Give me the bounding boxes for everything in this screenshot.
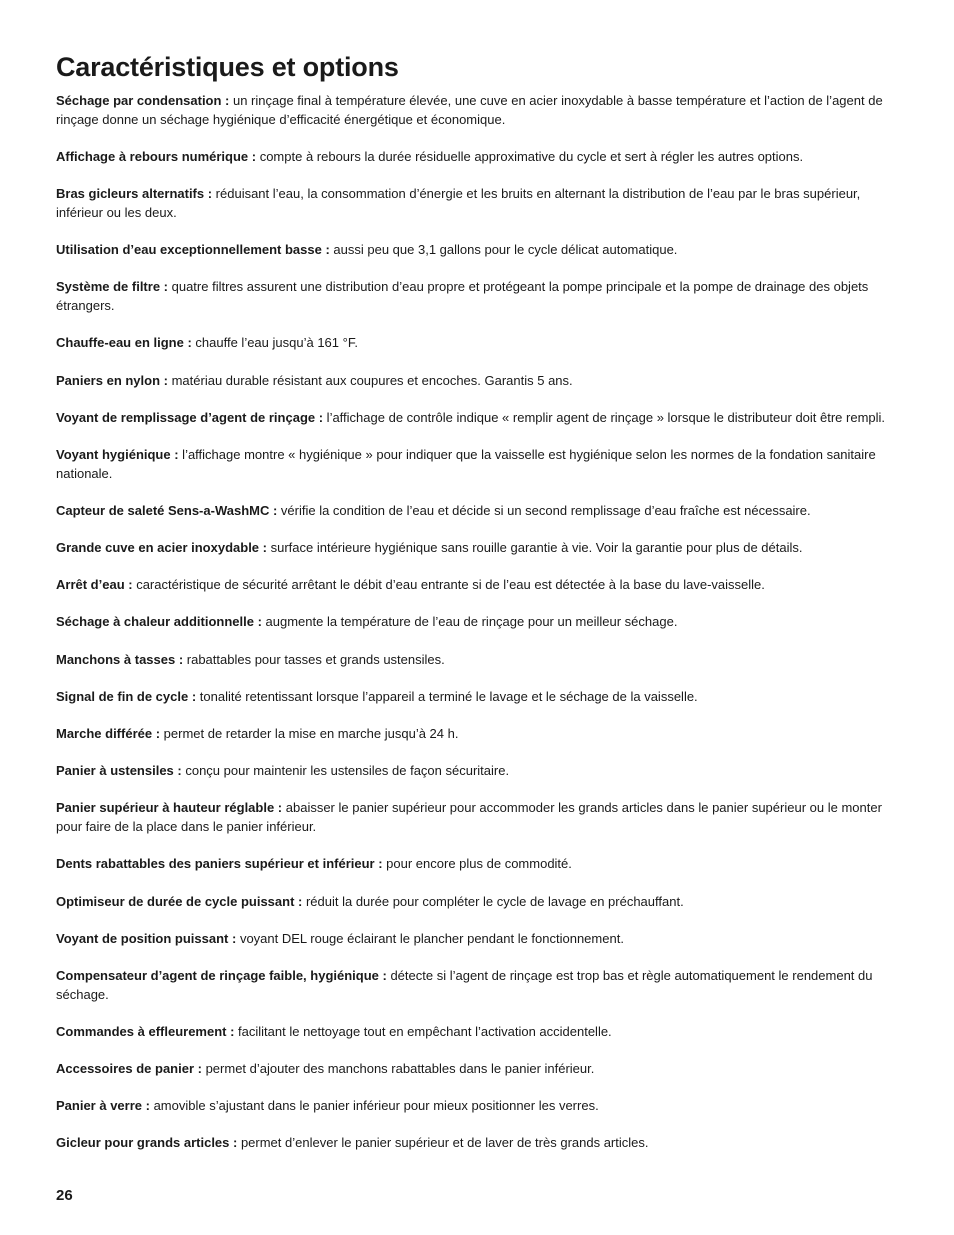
feature-term: Séchage par condensation :	[56, 93, 230, 108]
feature-item	[56, 1097, 898, 1116]
feature-item	[56, 930, 898, 949]
feature-description: un rinçage final à température élevée, une cuve en acier inoxydable à basse température et l’action de l’agent de rinçage donne un séchage hygiénique d’efficacité énergétique et économique.	[56, 93, 883, 127]
feature-term: Panier à ustensiles :	[56, 763, 182, 779]
feature-item	[56, 409, 898, 428]
feature-term: Compensateur d’agent de rinçage faible, hygiénique :	[56, 967, 387, 983]
feature-description: l’affichage de contrôle indique « remplir agent de rinçage » lorsque le distributeur doit être rempli.	[323, 409, 886, 425]
feature-term: Signal de fin de cycle :	[56, 688, 197, 704]
feature-description: détecte si l’agent de rinçage est trop bas et règle automatiquement le rendement du séchage.	[56, 967, 873, 1002]
feature-description: amovible s’ajustant dans le panier inférieur pour mieux positionner les verres.	[149, 1098, 599, 1114]
feature-description: quatre filtres assurent une distribution d’eau propre et protégeant la pompe principale et la pompe de drainage des objets étrangers.	[56, 279, 869, 314]
feature-term: Voyant hygiénique :	[56, 446, 179, 462]
feature-item	[56, 762, 898, 781]
feature-list	[56, 92, 898, 1153]
feature-item	[56, 1023, 898, 1042]
feature-item	[56, 1134, 898, 1153]
feature-description: réduisant l’eau, la consommation d’énergie et les bruits en alternant la distribution de l’eau par le bras supérieur, inférieur ou les deux.	[56, 186, 861, 220]
feature-item	[56, 613, 898, 632]
feature-term: Panier supérieur à hauteur réglable :	[56, 800, 283, 816]
feature-item	[56, 725, 898, 744]
feature-item	[56, 799, 898, 837]
feature-item	[56, 334, 898, 353]
feature-description: aussi peu que 3,1 gallons pour le cycle délicat automatique.	[329, 242, 678, 258]
feature-description: l’affichage montre « hygiénique » pour indiquer que la vaisselle est hygiénique selon les normes de la fondation sanitaire nationale.	[56, 446, 876, 481]
feature-term: Utilisation d’eau exceptionnellement basse :	[56, 242, 330, 258]
feature-description: rabattables pour tasses et grands ustensiles.	[183, 651, 445, 667]
feature-item	[56, 92, 898, 130]
feature-description: augmente la température de l’eau de rinçage pour un meilleur séchage.	[261, 614, 678, 630]
feature-description: permet d’ajouter des manchons rabattables dans le panier inférieur.	[201, 1061, 595, 1077]
feature-item	[56, 1060, 898, 1079]
feature-item	[56, 576, 898, 595]
feature-description: abaisser le panier supérieur pour accommoder les grands articles dans le panier supérieur ou le monter pour faire de la place dans le panier inférieur.	[56, 800, 882, 835]
feature-item	[56, 967, 898, 1005]
feature-item	[56, 893, 898, 912]
page-number: 26	[56, 1187, 73, 1204]
feature-term: Manchons à tasses :	[56, 651, 184, 667]
feature-term: Arrêt d’eau :	[56, 577, 133, 593]
feature-item	[56, 241, 898, 260]
feature-term: Marche différée :	[56, 726, 161, 741]
feature-description: voyant DEL rouge éclairant le plancher pendant le fonctionnement.	[236, 930, 624, 946]
feature-item	[56, 148, 898, 167]
feature-item	[56, 539, 898, 558]
feature-term: Affichage à rebours numérique :	[56, 148, 257, 164]
page-content	[56, 50, 898, 1172]
feature-term: Système de filtre :	[56, 279, 168, 295]
page-title: Caractéristiques et options	[56, 52, 399, 82]
feature-description: vérifie la condition de l’eau et décide si un second remplissage d’eau fraîche est nécessaire.	[277, 502, 811, 518]
feature-term: Voyant de position puissant :	[56, 930, 237, 946]
feature-description: réduit la durée pour compléter le cycle de lavage en préchauffant.	[302, 893, 684, 909]
feature-term: Grande cuve en acier inoxydable :	[56, 540, 267, 556]
feature-item	[56, 651, 898, 670]
feature-item	[56, 446, 898, 484]
feature-term: Accessoires de panier :	[56, 1061, 202, 1077]
feature-description: tonalité retentissant lorsque l’appareil a terminé le lavage et le séchage de la vaisselle.	[196, 688, 698, 704]
feature-item	[56, 278, 898, 316]
feature-term: Séchage à chaleur additionnelle :	[56, 614, 262, 630]
feature-item	[56, 855, 898, 874]
feature-description: caractéristique de sécurité arrêtant le débit d’eau entrante si de l’eau est détectée à la base du lave-vaisselle.	[132, 577, 765, 593]
feature-description: conçu pour maintenir les ustensiles de façon sécuritaire.	[181, 763, 510, 779]
feature-item	[56, 372, 898, 391]
feature-description: compte à rebours la durée résiduelle approximative du cycle et sert à régler les autres options.	[256, 148, 804, 164]
feature-description: pour encore plus de commodité.	[382, 856, 572, 872]
feature-term: Capteur de saleté Sens-a-WashMC :	[56, 502, 278, 518]
feature-term: Paniers en nylon :	[56, 372, 168, 388]
feature-term: Panier à verre :	[56, 1098, 150, 1114]
feature-term: Voyant de remplissage d’agent de rinçage :	[56, 409, 324, 425]
feature-term: Commandes à effleurement :	[56, 1023, 235, 1039]
feature-description: facilitant le nettoyage tout en empêchant l’activation accidentelle.	[234, 1023, 612, 1039]
feature-description: permet d’enlever le panier supérieur et de laver de très grands articles.	[237, 1135, 649, 1151]
feature-item	[56, 688, 898, 707]
feature-item	[56, 185, 898, 223]
feature-term: Bras gicleurs alternatifs :	[56, 186, 213, 202]
feature-term: Chauffe-eau en ligne :	[56, 335, 192, 351]
feature-description: surface intérieure hygiénique sans rouille garantie à vie. Voir la garantie pour plus de détails.	[266, 540, 803, 556]
feature-item	[56, 502, 898, 521]
feature-term: Gicleur pour grands articles :	[56, 1135, 238, 1151]
feature-term: Optimiseur de durée de cycle puissant :	[56, 893, 303, 909]
feature-term: Dents rabattables des paniers supérieur et inférieur :	[56, 856, 383, 872]
feature-description: permet de retarder la mise en marche jusqu’à 24 h.	[160, 726, 459, 741]
feature-description: chauffe l’eau jusqu’à 161 °F.	[191, 335, 358, 351]
feature-description: matériau durable résistant aux coupures et encoches. Garantis 5 ans.	[167, 372, 573, 388]
